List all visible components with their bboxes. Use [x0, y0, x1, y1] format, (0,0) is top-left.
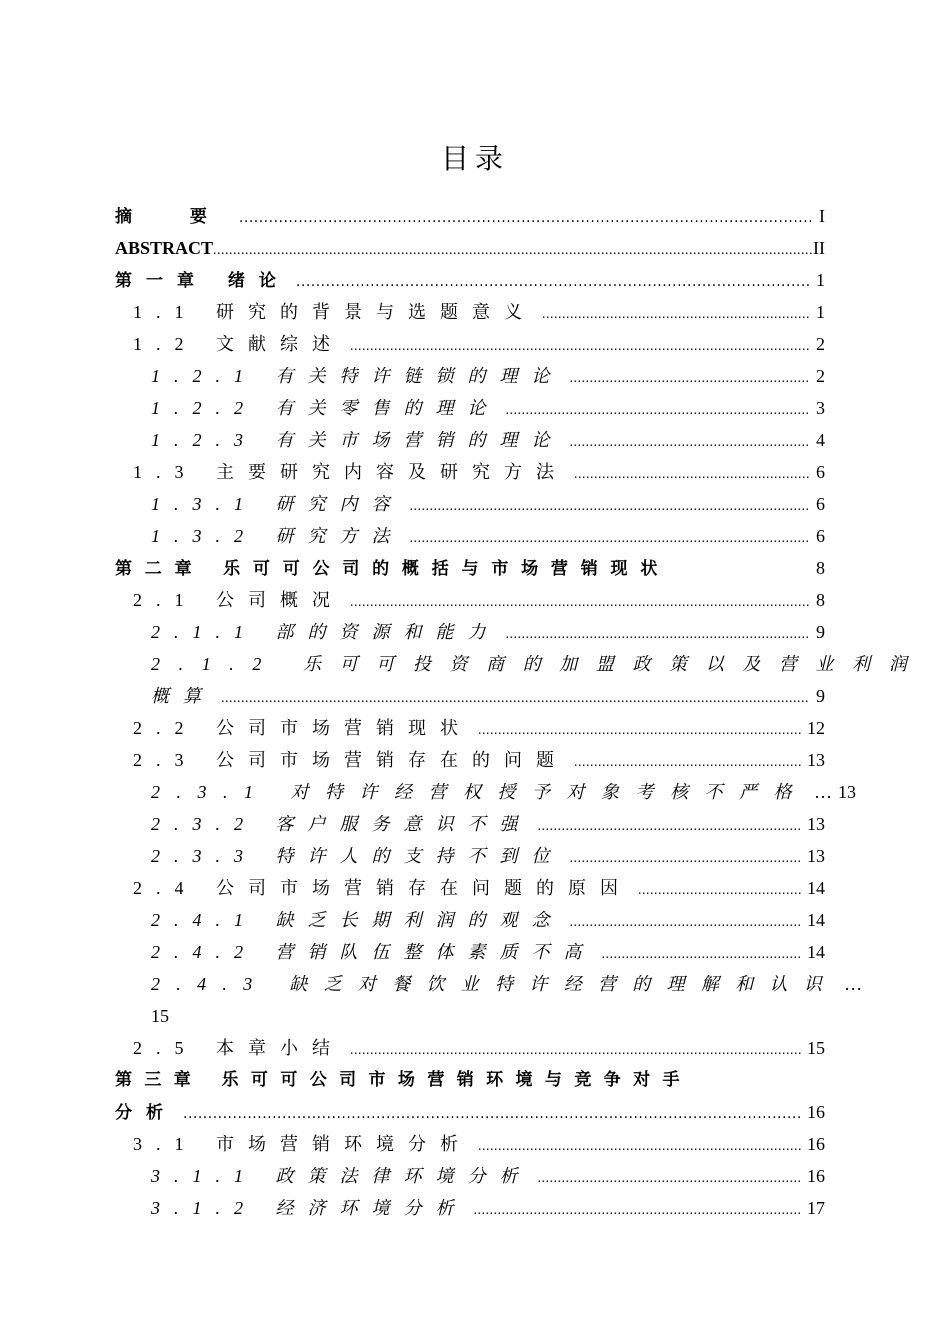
toc-entry-page: 6 — [816, 462, 825, 482]
toc-entry[interactable] — [115, 616, 825, 648]
toc-entry[interactable] — [115, 456, 825, 488]
table-of-contents — [115, 200, 926, 1224]
toc-leader-dots — [574, 459, 810, 491]
toc-entry-page: 9 — [816, 686, 825, 706]
toc-entry-label: 2.1.2 乐可可投资商的加盟政策以及营业利润 — [151, 654, 926, 674]
toc-entry-label: 1.2 文献综述 — [133, 334, 344, 354]
toc-entry-label: 2.1.1 部的资源和能力 — [151, 622, 500, 642]
toc-entry[interactable] — [115, 328, 825, 360]
toc-entry[interactable] — [115, 712, 825, 744]
toc-entry-page: 2 — [816, 334, 825, 354]
toc-leader-dots — [602, 939, 802, 971]
toc-entry[interactable] — [115, 584, 825, 616]
toc-entry-page: 4 — [816, 430, 825, 450]
toc-entry-page: I — [819, 206, 825, 226]
toc-entry-label: 概算 — [151, 686, 215, 706]
toc-entry[interactable] — [115, 744, 825, 776]
toc-entry[interactable] — [115, 936, 825, 968]
toc-entry[interactable] — [115, 968, 863, 1000]
toc-leader-dots — [221, 683, 810, 715]
toc-entry-label: 分析 — [115, 1103, 177, 1123]
toc-leader-dots — [350, 1035, 801, 1067]
toc-entry-label: 2.3.2 客户服务意识不强 — [151, 814, 532, 834]
toc-entry-label: 2.3.3 特许人的支持不到位 — [151, 846, 564, 866]
toc-entry-page: 16 — [807, 1166, 825, 1186]
toc-entry[interactable] — [115, 488, 825, 520]
toc-leader-dots — [183, 1098, 801, 1130]
toc-entry[interactable] — [115, 840, 825, 872]
toc-entry-page: 13 — [807, 750, 825, 770]
toc-entry[interactable] — [115, 1160, 825, 1192]
toc-entry-page: 15 — [151, 1006, 169, 1026]
toc-entry-label: 1.1 研究的背景与选题意义 — [133, 302, 536, 322]
toc-leader-dots — [574, 747, 801, 779]
toc-entry[interactable] — [115, 872, 825, 904]
toc-entry-page: 14 — [807, 942, 825, 962]
toc-entry-page: 16 — [807, 1102, 825, 1122]
toc-entry-label: 1.2.1 有关特许链锁的理论 — [151, 366, 564, 386]
toc-leader-dots — [410, 491, 811, 523]
toc-entry[interactable] — [115, 424, 825, 456]
toc-entry-page: 1 — [816, 302, 825, 322]
toc-entry[interactable] — [115, 808, 825, 840]
toc-entry[interactable] — [115, 552, 825, 584]
toc-entry-page: 12 — [807, 718, 825, 738]
toc-leader-dots — [538, 1163, 802, 1195]
toc-entry[interactable] — [115, 232, 825, 264]
toc-entry[interactable] — [115, 360, 825, 392]
toc-entry-label: 1.3.1 研究内容 — [151, 494, 404, 514]
toc-entry-label: 2.5 本章小结 — [133, 1038, 344, 1058]
toc-entry-label: 1.2.3 有关市场营销的理论 — [151, 430, 564, 450]
toc-entry-label: 2.4.3 缺乏对餐饮业特许经营的理解和认识 — [151, 974, 839, 994]
toc-entry[interactable] — [115, 1032, 825, 1064]
toc-leader-dots — [506, 619, 811, 651]
toc-entry-label: 2.4 公司市场营销存在问题的原因 — [133, 878, 632, 898]
toc-entry[interactable] — [115, 200, 825, 232]
toc-entry-label: 3.1 市场营销环境分析 — [133, 1134, 472, 1154]
toc-ellipsis: … — [814, 782, 832, 802]
toc-entry-label: 第一章 绪论 — [115, 271, 290, 291]
toc-leader-dots — [350, 587, 810, 619]
toc-entry-continued[interactable] — [115, 1000, 825, 1032]
toc-entry[interactable] — [115, 1064, 825, 1096]
toc-entry-label: ABSTRACT — [115, 238, 214, 258]
toc-leader-dots — [410, 523, 811, 555]
toc-leader-dots — [506, 395, 811, 427]
toc-entry[interactable] — [115, 648, 926, 680]
toc-entry-page: 17 — [807, 1198, 825, 1218]
toc-entry-page: 14 — [807, 878, 825, 898]
toc-entry-page: 6 — [816, 494, 825, 514]
toc-entry-page: 1 — [816, 270, 825, 290]
toc-entry-label: 1.3 主要研究内容及研究方法 — [133, 462, 568, 482]
toc-leader-dots — [350, 331, 810, 363]
toc-entry-page: II — [813, 238, 825, 258]
toc-entry-label: 2.4.2 营销队伍整体素质不高 — [151, 942, 596, 962]
toc-leader-dots — [638, 875, 801, 907]
toc-entry-continued[interactable] — [115, 680, 825, 712]
toc-entry-page: 8 — [816, 590, 825, 610]
toc-entry[interactable] — [115, 520, 825, 552]
toc-entry-page: 6 — [816, 526, 825, 546]
toc-entry-label: 2.3 公司市场营销存在的问题 — [133, 750, 568, 770]
toc-ellipsis: … — [844, 974, 863, 994]
toc-entry-label: 2.1 公司概况 — [133, 590, 344, 610]
toc-entry-label: 1.3.2 研究方法 — [151, 526, 404, 546]
toc-entry-label: 3.1.2 经济环境分析 — [151, 1198, 468, 1218]
toc-leader-dots — [570, 427, 811, 459]
toc-entry[interactable] — [115, 392, 825, 424]
toc-entry-page: 13 — [807, 814, 825, 834]
toc-entry[interactable] — [115, 1128, 825, 1160]
toc-entry[interactable] — [115, 776, 856, 808]
toc-leader-dots — [213, 235, 813, 267]
toc-entry[interactable] — [115, 1192, 825, 1224]
toc-entry-label: 第二章 乐可可公司的概括与市场营销现状 — [115, 559, 671, 579]
toc-entry-label: 2.4.1 缺乏长期利润的观念 — [151, 910, 564, 930]
toc-entry-continued[interactable] — [115, 1096, 825, 1128]
toc-entry-page: 16 — [807, 1134, 825, 1154]
toc-leader-dots — [478, 1131, 801, 1163]
toc-entry-page: 13 — [807, 846, 825, 866]
toc-leader-dots — [542, 299, 810, 331]
toc-entry-page: 2 — [816, 366, 825, 386]
toc-entry-label: 2.2 公司市场营销现状 — [133, 718, 472, 738]
toc-leader-dots — [538, 811, 802, 843]
toc-leader-dots — [239, 202, 811, 234]
toc-title: 目录 — [440, 142, 509, 175]
toc-entry-page: 8 — [816, 558, 825, 578]
toc-entry-label: 摘 要 — [115, 207, 233, 227]
toc-entry[interactable] — [115, 296, 825, 328]
toc-leader-dots — [570, 843, 802, 875]
toc-entry-page: 9 — [816, 622, 825, 642]
toc-entry-label: 3.1.1 政策法律环境分析 — [151, 1166, 532, 1186]
toc-leader-dots — [474, 1195, 802, 1227]
toc-entry-page: 15 — [807, 1038, 825, 1058]
toc-entry[interactable] — [115, 904, 825, 936]
toc-entry-page: 3 — [816, 398, 825, 418]
toc-entry-label: 2.3.1 对特许经营权授予对象考核不严格 — [151, 782, 808, 802]
toc-entry-label: 第三章 乐可可公司市场营销环境与竞争对手 — [115, 1070, 692, 1090]
toc-leader-dots — [570, 907, 802, 939]
toc-entry-page: 14 — [807, 910, 825, 930]
toc-leader-dots — [478, 715, 801, 747]
toc-entry-page: 13 — [838, 782, 856, 802]
toc-leader-dots — [570, 363, 811, 395]
toc-leader-dots — [296, 266, 810, 298]
toc-entry-label: 1.2.2 有关零售的理论 — [151, 398, 500, 418]
toc-entry[interactable] — [115, 264, 825, 296]
